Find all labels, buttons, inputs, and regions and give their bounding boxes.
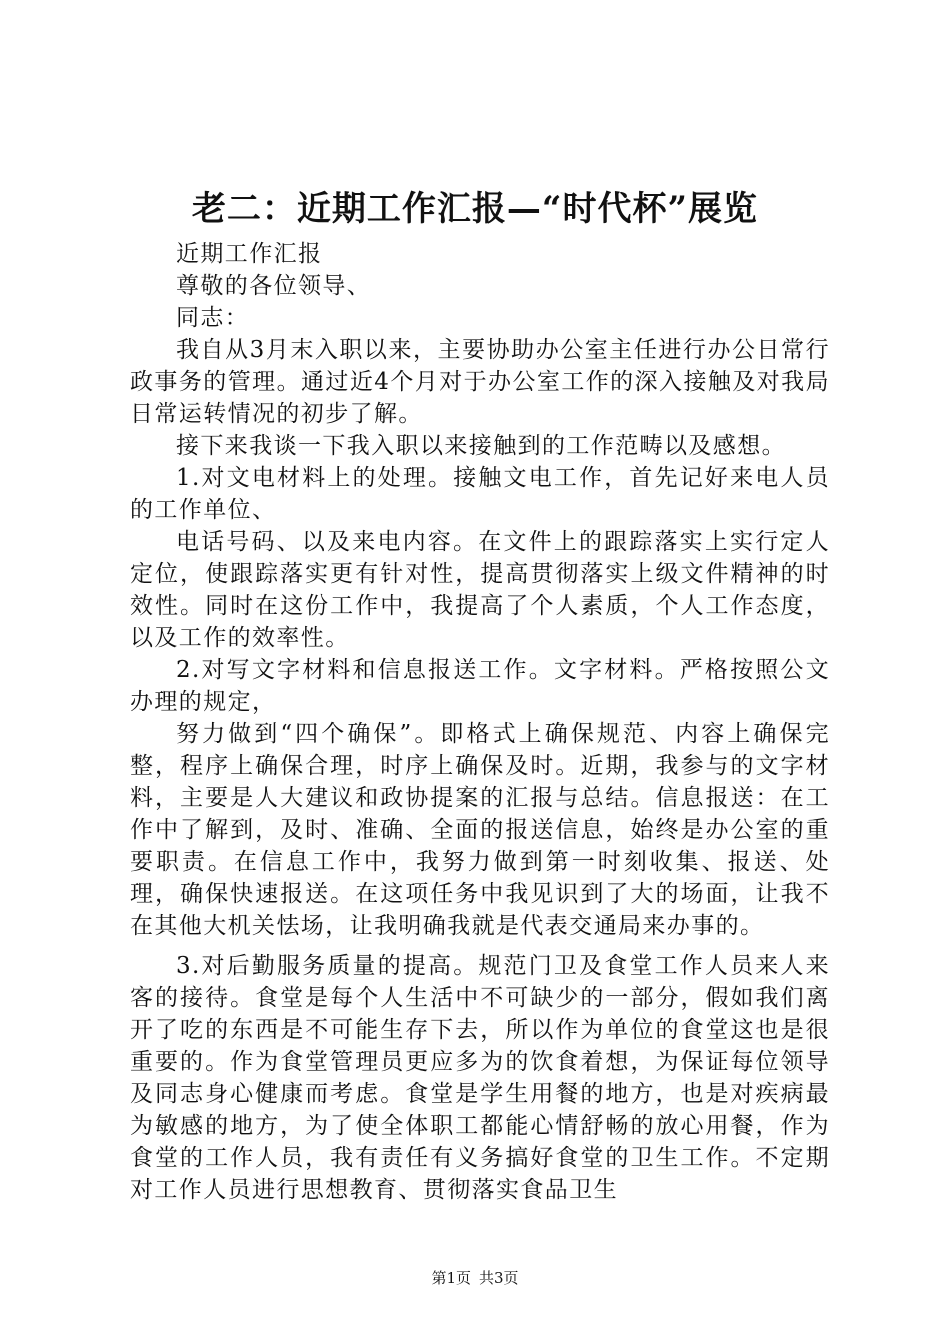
paragraph-item-2: 2.对写文字材料和信息报送工作。文字材料。严格按照公文办理的规定，: [130, 657, 830, 715]
paragraph-item-3: 3.对后勤服务质量的提高。规范门卫及食堂工作人员来人来客的接待。食堂是每个人生活中不可缺少的一部分，假如我们离开了吃的东西是不可能生存下去，所以作为单位的食堂这也是很重要的。作为食堂管理员更应多为的饮食着想，为保证每位领导及同志身心健康而考虑。食堂是学生用餐的地方，也是对疾病最为敏感的地方，为了使全体职工都能心情舒畅的放心用餐，作为食堂的工作人员，我有责任有义务搞好食堂的卫生工作。不定期对工作人员进行思想教育、贯彻落实食品卫生: [130, 953, 830, 1203]
document-body: [130, 238, 830, 1206]
paragraph-heading: 近期工作汇报: [176, 241, 323, 267]
paragraph-item-2-cont: 努力做到“四个确保”。即格式上确保规范、内容上确保完整，程序上确保合理，时序上确保及时。近期，我参与的文字材料，主要是人大建议和政协提案的汇报与总结。信息报送：在工作中了解到，及时、准确、全面的报送信息，始终是办公室的重要职责。在信息工作中，我努力做到第一时刻收集、报送、处理，确保快速报送。在这项任务中我见识到了大的场面，让我不在其他大机关怯场，让我明确我就是代表交通局来办事的。: [130, 721, 830, 939]
page-number: 第1页: [431, 1269, 471, 1287]
document-title: 老二：近期工作汇报—“时代杯”展览: [191, 189, 759, 229]
paragraph-item-1: 1.对文电材料上的处理。接触文电工作，首先记好来电人员的工作单位、: [130, 465, 830, 523]
paragraph-item-1-cont: 电话号码、以及来电内容。在文件上的跟踪落实上实行定人定位，使跟踪落实更有针对性，提高贯彻落实上级文件精神的时效性。同时在这份工作中，我提高了个人素质，个人工作态度，以及工作的效率性。: [130, 529, 830, 651]
paragraph-salutation-cont: 同志：: [176, 305, 250, 331]
paragraph-salutation: 尊敬的各位领导、: [176, 273, 372, 299]
paragraph-intro: 我自从3月末入职以来，主要协助办公室主任进行办公日常行政事务的管理。通过近4个月对于办公室工作的深入接触及对我局日常运转情况的初步了解。: [130, 337, 830, 427]
page-footer: [0, 1268, 950, 1288]
paragraph-transition: 接下来我谈一下我入职以来接触到的工作范畴以及感想。: [176, 433, 786, 459]
page-total: 共3页: [479, 1269, 519, 1287]
